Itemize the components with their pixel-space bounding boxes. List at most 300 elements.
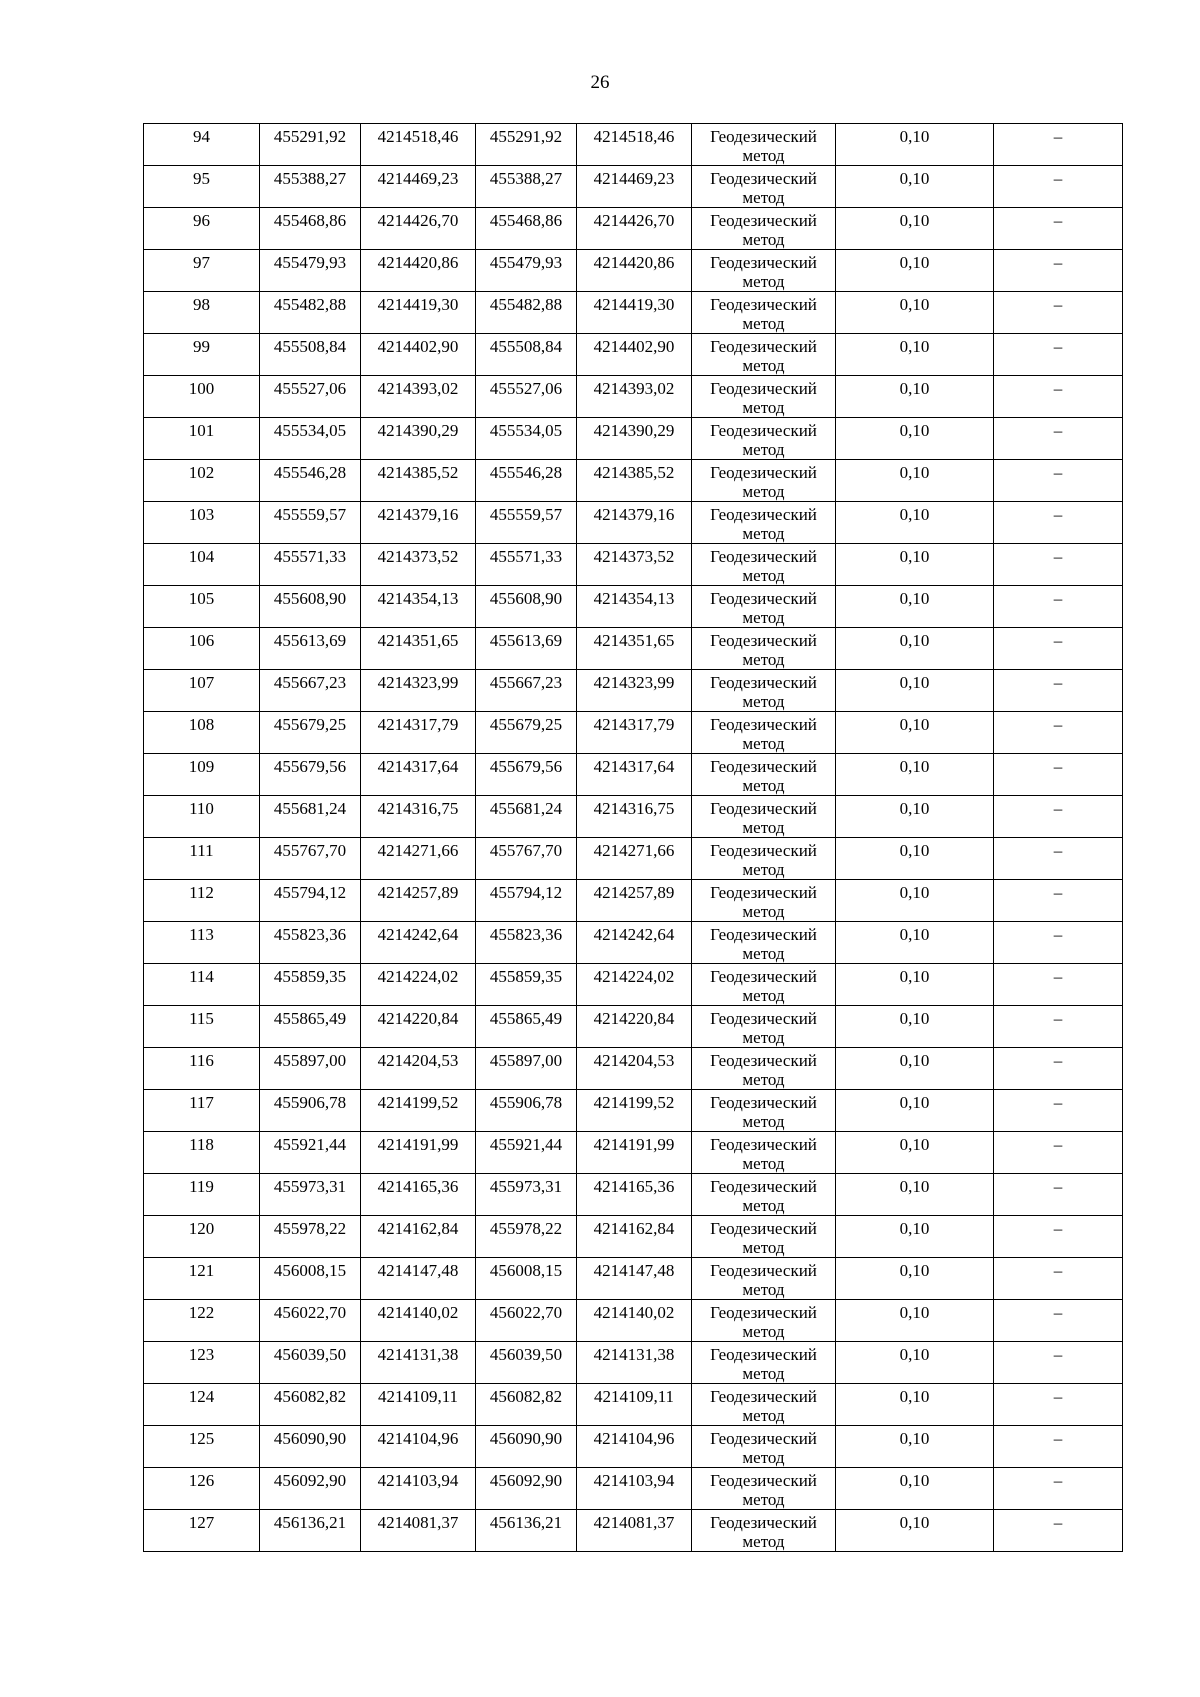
note-value: –: [1053, 589, 1063, 608]
y-existing-value: 4214317,64: [377, 757, 459, 776]
accuracy-value: 0,10: [899, 127, 930, 146]
x-new-value: 455613,69: [489, 631, 563, 650]
point-number: 113: [189, 925, 214, 944]
x-new-value: 455479,93: [489, 253, 563, 272]
x-existing-value: 455479,93: [273, 253, 347, 272]
accuracy-cell: [836, 796, 994, 838]
x-new-cell: [476, 1300, 577, 1342]
method-word-1: Геодезический: [710, 967, 817, 986]
x-existing-cell: [260, 838, 361, 880]
x-new-value: 455823,36: [489, 925, 563, 944]
note-cell: [994, 628, 1123, 670]
x-existing-cell: [260, 166, 361, 208]
method-word-1: Геодезический: [710, 715, 817, 734]
x-new-cell: [476, 250, 577, 292]
x-existing-cell: [260, 628, 361, 670]
table-row: [144, 1216, 1123, 1258]
point-number: 105: [188, 589, 215, 608]
x-existing-value: 455527,06: [273, 379, 347, 398]
x-new-value: 456092,90: [489, 1471, 563, 1490]
point-number-cell: [144, 712, 260, 754]
method-cell: [692, 1048, 836, 1090]
note-cell: [994, 1426, 1123, 1468]
method-word-1: Геодезический: [710, 463, 817, 482]
x-existing-value: 455897,00: [273, 1051, 347, 1070]
method-word-2: метод: [742, 734, 785, 753]
accuracy-cell: [836, 460, 994, 502]
x-new-cell: [476, 1006, 577, 1048]
accuracy-cell: [836, 250, 994, 292]
accuracy-cell: [836, 1426, 994, 1468]
accuracy-cell: [836, 124, 994, 166]
note-value: –: [1053, 673, 1063, 692]
method-cell: [692, 1384, 836, 1426]
note-cell: [994, 1048, 1123, 1090]
x-existing-cell: [260, 586, 361, 628]
point-number-cell: [144, 1468, 260, 1510]
x-new-cell: [476, 1258, 577, 1300]
y-new-cell: [577, 1174, 692, 1216]
accuracy-cell: [836, 1048, 994, 1090]
y-new-cell: [577, 1090, 692, 1132]
note-cell: [994, 670, 1123, 712]
accuracy-value: 0,10: [899, 1513, 930, 1532]
accuracy-value: 0,10: [899, 799, 930, 818]
point-number-cell: [144, 124, 260, 166]
table-row: [144, 166, 1123, 208]
y-existing-value: 4214147,48: [377, 1261, 459, 1280]
y-existing-cell: [361, 1216, 476, 1258]
x-new-value: 455978,22: [489, 1219, 563, 1238]
x-new-cell: [476, 502, 577, 544]
x-existing-value: 456022,70: [273, 1303, 347, 1322]
point-number-cell: [144, 1132, 260, 1174]
accuracy-value: 0,10: [899, 673, 930, 692]
accuracy-value: 0,10: [899, 1261, 930, 1280]
y-existing-value: 4214204,53: [377, 1051, 459, 1070]
x-new-value: 455921,44: [489, 1135, 563, 1154]
note-cell: [994, 1132, 1123, 1174]
y-new-value: 4214351,65: [593, 631, 675, 650]
x-existing-value: 455679,56: [273, 757, 347, 776]
table-row: [144, 1090, 1123, 1132]
y-new-cell: [577, 418, 692, 460]
x-existing-value: 455823,36: [273, 925, 347, 944]
point-number: 121: [188, 1261, 215, 1280]
y-existing-cell: [361, 1132, 476, 1174]
x-new-cell: [476, 544, 577, 586]
y-new-value: 4214323,99: [593, 673, 675, 692]
method-word-2: метод: [742, 1238, 785, 1257]
method-cell: [692, 1426, 836, 1468]
x-existing-cell: [260, 208, 361, 250]
point-number: 123: [188, 1345, 215, 1364]
accuracy-value: 0,10: [899, 1177, 930, 1196]
point-number-cell: [144, 1048, 260, 1090]
method-cell: [692, 250, 836, 292]
y-existing-value: 4214140,02: [377, 1303, 459, 1322]
x-existing-cell: [260, 1048, 361, 1090]
point-number-cell: [144, 796, 260, 838]
point-number: 98: [193, 295, 210, 314]
x-new-cell: [476, 922, 577, 964]
table-row: [144, 712, 1123, 754]
x-existing-value: 455921,44: [273, 1135, 347, 1154]
y-new-cell: [577, 838, 692, 880]
table-row: [144, 1132, 1123, 1174]
x-existing-value: 456136,21: [273, 1513, 347, 1532]
method-text: [692, 796, 835, 837]
accuracy-value: 0,10: [899, 463, 930, 482]
y-existing-value: 4214469,23: [377, 169, 459, 188]
x-existing-value: 455767,70: [273, 841, 347, 860]
y-new-cell: [577, 1300, 692, 1342]
y-existing-cell: [361, 922, 476, 964]
method-word-1: Геодезический: [710, 1429, 817, 1448]
table-row: [144, 292, 1123, 334]
point-number: 126: [188, 1471, 215, 1490]
y-new-value: 4214317,79: [593, 715, 675, 734]
y-existing-value: 4214351,65: [377, 631, 459, 650]
x-existing-cell: [260, 1006, 361, 1048]
y-new-value: 4214402,90: [593, 337, 675, 356]
x-existing-value: 455508,84: [273, 337, 347, 356]
point-number-cell: [144, 628, 260, 670]
note-value: –: [1053, 379, 1063, 398]
note-value: –: [1053, 1135, 1063, 1154]
y-new-value: 4214191,99: [593, 1135, 675, 1154]
y-new-value: 4214316,75: [593, 799, 675, 818]
point-number-cell: [144, 880, 260, 922]
accuracy-cell: [836, 376, 994, 418]
y-new-value: 4214242,64: [593, 925, 675, 944]
table-row: [144, 1006, 1123, 1048]
point-number: 115: [189, 1009, 214, 1028]
point-number: 119: [189, 1177, 214, 1196]
method-cell: [692, 880, 836, 922]
point-number-cell: [144, 250, 260, 292]
point-number: 109: [188, 757, 215, 776]
note-value: –: [1053, 127, 1063, 146]
x-existing-cell: [260, 1468, 361, 1510]
accuracy-value: 0,10: [899, 1303, 930, 1322]
page-number: 26: [590, 72, 610, 93]
y-new-value: 4214204,53: [593, 1051, 675, 1070]
y-new-cell: [577, 670, 692, 712]
note-value: –: [1053, 1093, 1063, 1112]
y-existing-value: 4214426,70: [377, 211, 459, 230]
note-cell: [994, 166, 1123, 208]
x-existing-cell: [260, 880, 361, 922]
y-existing-value: 4214354,13: [377, 589, 459, 608]
note-value: –: [1053, 337, 1063, 356]
y-new-cell: [577, 1006, 692, 1048]
y-new-value: 4214162,84: [593, 1219, 675, 1238]
y-new-cell: [577, 250, 692, 292]
note-value: –: [1053, 967, 1063, 986]
method-word-2: метод: [742, 1070, 785, 1089]
x-existing-cell: [260, 1174, 361, 1216]
x-new-value: 456136,21: [489, 1513, 563, 1532]
note-cell: [994, 754, 1123, 796]
method-text: [692, 460, 835, 501]
y-existing-value: 4214385,52: [377, 463, 459, 482]
note-cell: [994, 292, 1123, 334]
note-cell: [994, 208, 1123, 250]
note-value: –: [1053, 169, 1063, 188]
method-word-1: Геодезический: [710, 1051, 817, 1070]
x-new-cell: [476, 754, 577, 796]
point-number-cell: [144, 166, 260, 208]
accuracy-cell: [836, 418, 994, 460]
y-new-cell: [577, 586, 692, 628]
method-text: [692, 628, 835, 669]
note-cell: [994, 964, 1123, 1006]
x-new-value: 455906,78: [489, 1093, 563, 1112]
method-text: [692, 1468, 835, 1509]
y-new-cell: [577, 1426, 692, 1468]
coordinates-table-body: [144, 124, 1123, 1552]
method-word-2: метод: [742, 608, 785, 627]
x-new-cell: [476, 1216, 577, 1258]
accuracy-value: 0,10: [899, 547, 930, 566]
y-new-value: 4214109,11: [593, 1387, 675, 1406]
x-existing-cell: [260, 670, 361, 712]
y-existing-value: 4214316,75: [377, 799, 459, 818]
accuracy-cell: [836, 292, 994, 334]
point-number: 103: [188, 505, 215, 524]
point-number-cell: [144, 418, 260, 460]
y-new-value: 4214103,94: [593, 1471, 675, 1490]
y-existing-cell: [361, 838, 476, 880]
method-word-2: метод: [742, 650, 785, 669]
accuracy-value: 0,10: [899, 295, 930, 314]
method-word-2: метод: [742, 482, 785, 501]
y-new-cell: [577, 1216, 692, 1258]
table-row: [144, 376, 1123, 418]
method-word-2: метод: [742, 776, 785, 795]
x-new-cell: [476, 964, 577, 1006]
accuracy-cell: [836, 334, 994, 376]
accuracy-cell: [836, 1510, 994, 1552]
y-existing-value: 4214109,11: [377, 1387, 459, 1406]
method-word-2: метод: [742, 314, 785, 333]
point-number-cell: [144, 1090, 260, 1132]
note-cell: [994, 376, 1123, 418]
x-new-value: 455508,84: [489, 337, 563, 356]
y-existing-cell: [361, 460, 476, 502]
accuracy-value: 0,10: [899, 253, 930, 272]
x-existing-value: 456090,90: [273, 1429, 347, 1448]
method-word-1: Геодезический: [710, 1135, 817, 1154]
method-word-1: Геодезический: [710, 421, 817, 440]
y-new-cell: [577, 334, 692, 376]
x-new-cell: [476, 460, 577, 502]
x-new-cell: [476, 1342, 577, 1384]
y-existing-value: 4214393,02: [377, 379, 459, 398]
accuracy-value: 0,10: [899, 211, 930, 230]
point-number: 100: [188, 379, 215, 398]
table-row: [144, 1174, 1123, 1216]
point-number: 107: [188, 673, 215, 692]
method-text: [692, 1090, 835, 1131]
method-cell: [692, 628, 836, 670]
table-row: [144, 670, 1123, 712]
method-text: [692, 1300, 835, 1341]
note-cell: [994, 796, 1123, 838]
x-existing-value: 455681,24: [273, 799, 347, 818]
x-new-cell: [476, 124, 577, 166]
y-new-cell: [577, 1510, 692, 1552]
table-row: [144, 544, 1123, 586]
x-existing-cell: [260, 1426, 361, 1468]
x-new-cell: [476, 418, 577, 460]
method-word-1: Геодезический: [710, 883, 817, 902]
x-new-value: 455865,49: [489, 1009, 563, 1028]
point-number-cell: [144, 1174, 260, 1216]
point-number-cell: [144, 964, 260, 1006]
y-existing-cell: [361, 712, 476, 754]
method-word-2: метод: [742, 440, 785, 459]
x-new-value: 455546,28: [489, 463, 563, 482]
accuracy-cell: [836, 922, 994, 964]
y-new-cell: [577, 628, 692, 670]
note-cell: [994, 1216, 1123, 1258]
y-existing-cell: [361, 586, 476, 628]
point-number: 99: [193, 337, 210, 356]
method-text: [692, 376, 835, 417]
method-cell: [692, 1006, 836, 1048]
note-value: –: [1053, 1303, 1063, 1322]
method-word-1: Геодезический: [710, 1009, 817, 1028]
method-word-2: метод: [742, 566, 785, 585]
x-new-value: 455468,86: [489, 211, 563, 230]
y-existing-value: 4214419,30: [377, 295, 459, 314]
y-new-value: 4214317,64: [593, 757, 675, 776]
x-existing-value: 455608,90: [273, 589, 347, 608]
note-cell: [994, 502, 1123, 544]
method-word-1: Геодезический: [710, 631, 817, 650]
accuracy-cell: [836, 964, 994, 1006]
x-new-value: 455859,35: [489, 967, 563, 986]
x-existing-cell: [260, 1384, 361, 1426]
x-existing-cell: [260, 502, 361, 544]
note-cell: [994, 250, 1123, 292]
x-new-cell: [476, 1132, 577, 1174]
y-existing-cell: [361, 124, 476, 166]
y-existing-cell: [361, 1048, 476, 1090]
x-new-value: 456082,82: [489, 1387, 563, 1406]
x-existing-value: 455794,12: [273, 883, 347, 902]
method-cell: [692, 460, 836, 502]
accuracy-cell: [836, 670, 994, 712]
x-new-value: 456022,70: [489, 1303, 563, 1322]
method-text: [692, 418, 835, 459]
accuracy-cell: [836, 586, 994, 628]
x-existing-cell: [260, 544, 361, 586]
accuracy-cell: [836, 1006, 994, 1048]
note-value: –: [1053, 883, 1063, 902]
method-text: [692, 208, 835, 249]
note-value: –: [1053, 925, 1063, 944]
table-row: [144, 502, 1123, 544]
method-text: [692, 964, 835, 1005]
method-text: [692, 334, 835, 375]
table-row: [144, 124, 1123, 166]
note-value: –: [1053, 1177, 1063, 1196]
x-existing-value: 455978,22: [273, 1219, 347, 1238]
x-existing-value: 455546,28: [273, 463, 347, 482]
y-existing-cell: [361, 334, 476, 376]
method-cell: [692, 754, 836, 796]
accuracy-cell: [836, 544, 994, 586]
method-word-1: Геодезический: [710, 799, 817, 818]
x-existing-value: 455667,23: [273, 673, 347, 692]
table-row: [144, 460, 1123, 502]
x-existing-cell: [260, 334, 361, 376]
method-cell: [692, 586, 836, 628]
y-existing-value: 4214220,84: [377, 1009, 459, 1028]
note-cell: [994, 1384, 1123, 1426]
method-cell: [692, 670, 836, 712]
y-existing-value: 4214224,02: [377, 967, 459, 986]
method-text: [692, 292, 835, 333]
method-word-1: Геодезический: [710, 589, 817, 608]
point-number: 112: [189, 883, 214, 902]
y-existing-cell: [361, 1258, 476, 1300]
y-new-value: 4214131,38: [593, 1345, 675, 1364]
note-cell: [994, 880, 1123, 922]
y-new-cell: [577, 1468, 692, 1510]
method-cell: [692, 838, 836, 880]
y-new-value: 4214385,52: [593, 463, 675, 482]
accuracy-cell: [836, 628, 994, 670]
x-new-cell: [476, 292, 577, 334]
x-existing-value: 455973,31: [273, 1177, 347, 1196]
point-number-cell: [144, 1342, 260, 1384]
x-new-cell: [476, 586, 577, 628]
accuracy-value: 0,10: [899, 379, 930, 398]
method-word-1: Геодезический: [710, 1093, 817, 1112]
note-cell: [994, 460, 1123, 502]
y-new-cell: [577, 1258, 692, 1300]
accuracy-value: 0,10: [899, 841, 930, 860]
note-value: –: [1053, 757, 1063, 776]
method-cell: [692, 796, 836, 838]
method-word-2: метод: [742, 230, 785, 249]
method-cell: [692, 1300, 836, 1342]
method-word-1: Геодезический: [710, 1387, 817, 1406]
x-new-cell: [476, 670, 577, 712]
method-word-1: Геодезический: [710, 1513, 817, 1532]
point-number: 117: [189, 1093, 214, 1112]
y-existing-cell: [361, 964, 476, 1006]
y-new-cell: [577, 292, 692, 334]
point-number: 106: [188, 631, 215, 650]
method-cell: [692, 292, 836, 334]
method-word-2: метод: [742, 1490, 785, 1509]
accuracy-value: 0,10: [899, 589, 930, 608]
x-existing-value: 456092,90: [273, 1471, 347, 1490]
x-existing-cell: [260, 754, 361, 796]
note-value: –: [1053, 1261, 1063, 1280]
accuracy-cell: [836, 1258, 994, 1300]
x-existing-value: 455291,92: [273, 127, 347, 146]
method-word-2: метод: [742, 1196, 785, 1215]
x-existing-value: 455482,88: [273, 295, 347, 314]
method-text: [692, 922, 835, 963]
method-text: [692, 586, 835, 627]
